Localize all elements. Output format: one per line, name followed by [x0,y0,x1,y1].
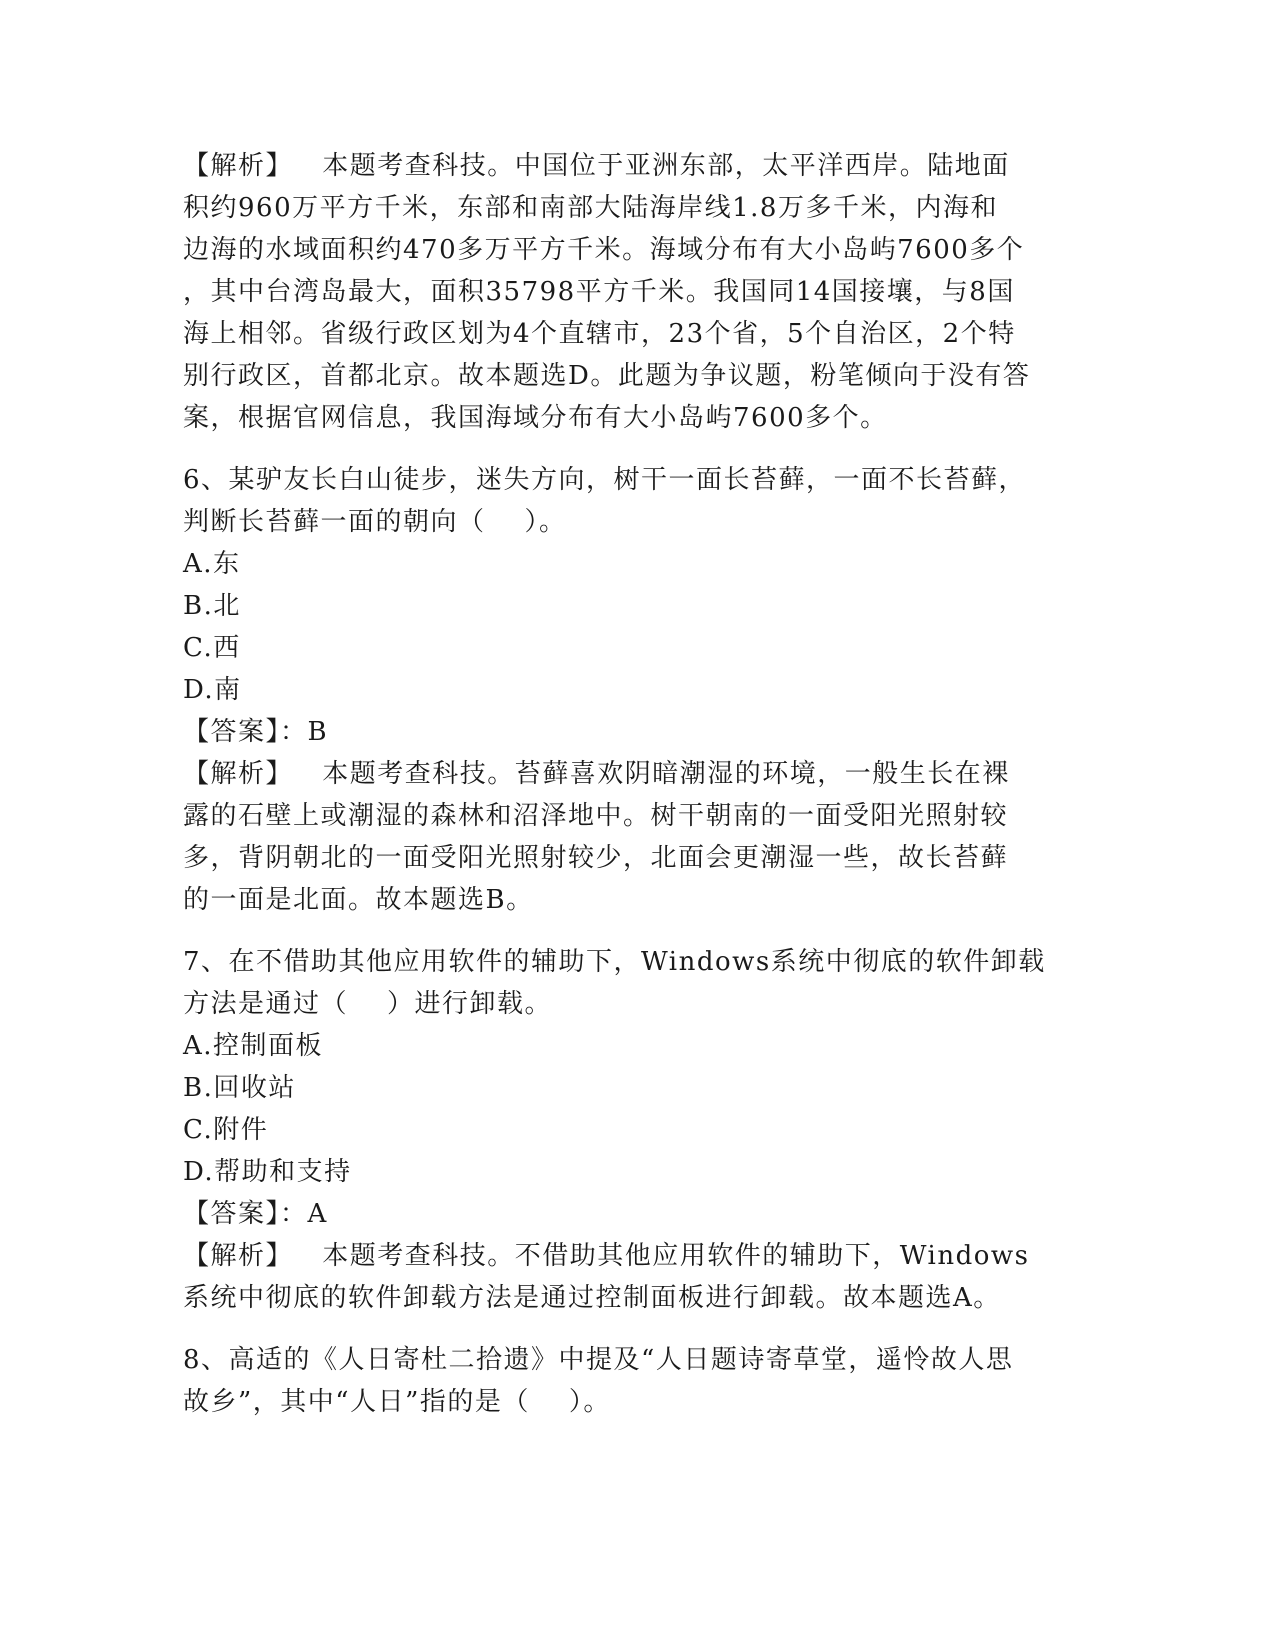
question-8 [183,1339,1073,1423]
answer-line: 【答案】：A [183,1199,328,1229]
analysis-line: 的一面是北面。故本题选B。 [183,885,534,915]
analysis-line: 海上相邻。省级行政区划为4个直辖市，23个省，5个自治区，2个特 [183,319,1016,349]
analysis-line: 边海的水域面积约470多万平方千米。海域分布有大小岛屿7600多个 [183,235,1025,265]
option-b: B.回收站 [183,1073,296,1103]
question-text: 判断长苔藓一面的朝向（ ）。 [183,507,567,537]
question-text: 6、某驴友长白山徒步，迷失方向，树干一面长苔藓，一面不长苔藓， [183,465,1027,495]
answer-line: 【答案】：B [183,717,329,747]
analysis-line: 系统中彻底的软件卸载方法是通过控制面板进行卸载。故本题选A。 [183,1283,1001,1313]
question-text: 7、在不借助其他应用软件的辅助下，Windows系统中彻底的软件卸载 [183,947,1046,977]
spacer [183,439,1073,459]
question-text: 故乡”，其中“人日”指的是（ ）。 [183,1387,611,1417]
analysis-line: 案，根据官网信息，我国海域分布有大小岛屿7600多个。 [183,403,888,433]
option-d: D.南 [183,675,242,705]
analysis-line: 露的石壁上或潮湿的森林和沼泽地中。树干朝南的一面受阳光照射较 [183,801,1009,831]
option-a: A.东 [183,549,241,579]
spacer [183,1319,1073,1339]
analysis-line: 多，背阴朝北的一面受阳光照射较少，北面会更潮湿一些，故长苔藓 [183,843,1009,873]
analysis-line: 【解析】 本题考查科技。中国位于亚洲东部，太平洋西岸。陆地面 [183,151,1010,181]
analysis-line: 别行政区，首都北京。故本题选D。此题为争议题，粉笔倾向于没有答 [183,361,1031,391]
option-c: C.附件 [183,1115,269,1145]
option-b: B.北 [183,591,241,621]
question-7 [183,941,1073,1319]
analysis-line: 积约960万平方千米，东部和南部大陆海岸线1.8万多千米，内海和 [183,193,998,223]
document-page [183,145,1073,1423]
option-a: A.控制面板 [183,1031,324,1061]
option-c: C.西 [183,633,241,663]
analysis-line: 【解析】 本题考查科技。苔藓喜欢阴暗潮湿的环境，一般生长在裸 [183,759,1010,789]
analysis-line: 【解析】 本题考查科技。不借助其他应用软件的辅助下，Windows [183,1241,1030,1271]
question-text: 8、高适的《人日寄杜二拾遗》中提及“人日题诗寄草堂，遥怜故人思 [183,1345,1014,1375]
question-text: 方法是通过（ ）进行卸载。 [183,989,553,1019]
question-6 [183,459,1073,921]
q5-analysis [183,145,1073,439]
analysis-line: ，其中台湾岛最大，面积35798平方千米。我国同14国接壤，与8国 [183,277,1015,307]
spacer [183,921,1073,941]
option-d: D.帮助和支持 [183,1157,352,1187]
